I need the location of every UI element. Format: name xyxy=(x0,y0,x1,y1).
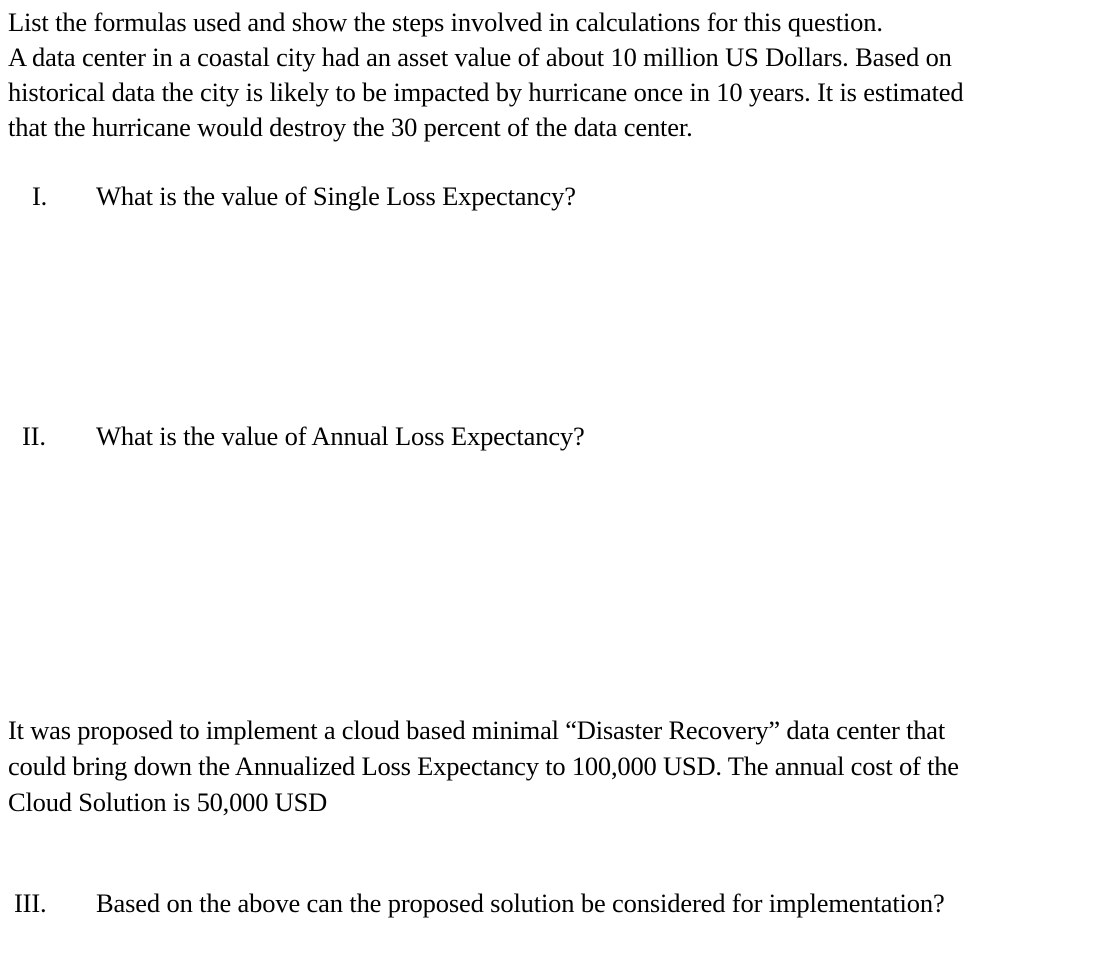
question-number: III. xyxy=(14,888,47,918)
proposal-line: Cloud Solution is 50,000 USD xyxy=(8,787,328,817)
proposal-line: could bring down the Annualized Loss Expectancy to 100,000 USD. The annual cost of the xyxy=(8,751,959,781)
instruction-line: List the formulas used and show the steps involved in calculations for this question. xyxy=(8,7,883,37)
question-text: What is the value of Single Loss Expectancy? xyxy=(96,181,576,211)
proposal-line: It was proposed to implement a cloud based minimal “Disaster Recovery” data center that xyxy=(8,715,946,745)
question-text: Based on the above can the proposed solution be considered for implementation? xyxy=(96,888,945,918)
question-number: II. xyxy=(22,421,46,451)
question-text: What is the value of Annual Loss Expectancy? xyxy=(96,421,585,451)
question-item-3 xyxy=(0,885,1110,925)
problem-statement xyxy=(8,5,1106,145)
problem-line: that the hurricane would destroy the 30 percent of the data center. xyxy=(8,112,693,142)
question-item-1 xyxy=(0,178,1110,218)
problem-line: A data center in a coastal city had an asset value of about 10 million US Dollars. Based on xyxy=(8,42,952,72)
question-number: I. xyxy=(32,181,48,211)
proposal-paragraph xyxy=(8,712,1106,820)
question-item-2 xyxy=(0,418,1110,458)
problem-line: historical data the city is likely to be impacted by hurricane once in 10 years. It is estimated xyxy=(8,77,964,107)
